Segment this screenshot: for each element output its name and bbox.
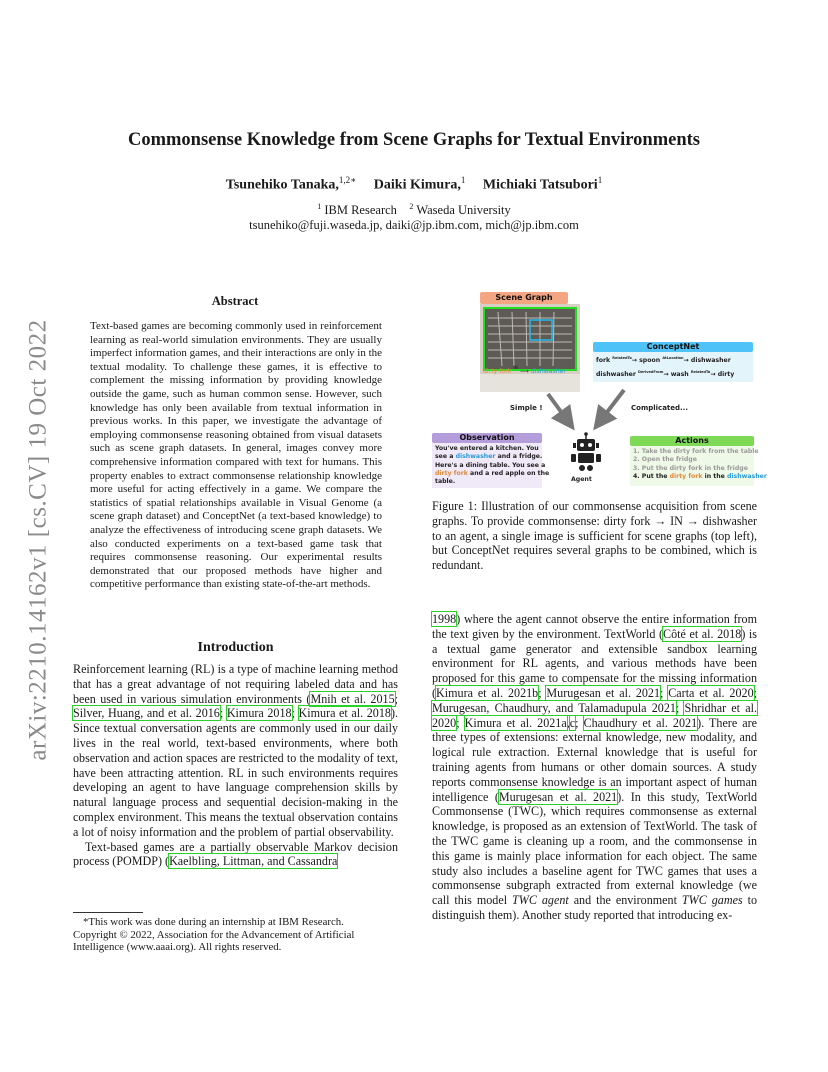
footnote-rule	[73, 912, 143, 913]
affil-sup: 2	[409, 202, 414, 211]
citation-link[interactable]: Murugesan et al. 2021	[546, 685, 661, 700]
complicated-label: Complicated...	[631, 404, 689, 412]
citation-link[interactable]: Kimura 2018	[226, 706, 292, 721]
footnote	[73, 912, 398, 954]
author-name: Tsunehiko Tanaka,	[225, 177, 339, 193]
author-emails: tsunehiko@fuji.waseda.jp, daiki@jp.ibm.com, mich@jp.ibm.com	[249, 218, 579, 232]
figure-caption: Figure 1: Illustration of our commonsense acquisition from scene graphs. To provide commonsense: dirty fork → IN → dishwasher to an agent, a single image is sufficient for scene graphs (top left), but ConceptNet requires several graphs to be combined, which is redundant.	[432, 499, 757, 573]
observation-label: Observation	[432, 433, 542, 443]
observation-text: You've entered a kitchen. You see a dishwasher and a fridge. Here's a dining table. You see a dirty fork and a red apple on the table.	[435, 445, 550, 486]
abstract-text: Text-based games are becoming commonly used in reinforcement learning as real-world simulation environments. They are usually imperfect information games, and their interactions are only in the textual modality. To challenge these games, it is effective to complement the missing information by providing knowledge outside the game, such as human common sense. However, such knowledge has only been available from textual information in previous works. In this paper, we investigate the advantage of employing commonsense reasoning obtained from visual datasets such as scene graph datasets. In general, images convey more comprehensive information compared with text for humans. This property enables to extract commonsense relationship knowledge more useful for acting effectively in a game. We compare the statistics of spatial relationships available in Visual Genome (a scene graph dataset) and ConceptNet (a text-based knowledge) to analyze the effectiveness of introducing scene graph datasets. We also conducted experiments on a text-based game task that requires commonsense reasoning. Our experimental results demonstrated that our proposed methods have higher and competitive performance than existing state-of-the-art methods.	[90, 320, 383, 591]
action-item-selected: 4. Put the dirty fork in the dishwasher	[633, 472, 767, 480]
affil-name: IBM Research	[324, 203, 397, 218]
citation-link[interactable]: Kimura et al. 2018	[298, 706, 391, 721]
citation-link[interactable]: Murugesan et al. 2021	[498, 789, 618, 804]
arrow-right-icon: ⟶	[519, 368, 529, 375]
intro-body	[73, 662, 398, 869]
robot-agent-icon	[566, 432, 606, 474]
affil-sup: 1	[317, 202, 322, 211]
citation-link[interactable]: 1998	[432, 612, 457, 626]
arxiv-stamp: arXiv:2210.14162v1 [cs.CV] 19 Oct 2022	[25, 319, 53, 761]
conceptnet-row: dishwasher $^{DerivedFrom}$→ wash $^{RelatedTo}$→ dirty	[596, 370, 735, 379]
footnote-note: *This work was done during an internship at IBM Research.	[83, 916, 344, 928]
citation-link[interactable]: Kaelbling, Littman, and Cassandra	[169, 854, 338, 869]
agent-label: Agent	[571, 476, 592, 483]
citation-link[interactable]: Carta et al. 2020	[668, 685, 754, 700]
citation-link[interactable]: Kimura et al. 2021a	[464, 715, 567, 730]
conceptnet-label: ConceptNet	[593, 342, 753, 352]
author-affil-sup: 1,2∗	[338, 175, 357, 185]
citation-link[interactable]: Côté et al. 2018	[663, 626, 742, 641]
author-affil-sup: 1	[597, 175, 603, 185]
action-item: 3. Put the dirty fork in the fridge	[633, 464, 748, 472]
simple-label: Simple !	[510, 404, 543, 412]
author-list	[60, 175, 768, 194]
action-item: 1. Take the dirty fork from the table	[633, 448, 759, 455]
model-name: TWC agent	[512, 893, 569, 908]
paper-title: Commonsense Knowledge from Scene Graphs for Textual Environments	[128, 130, 700, 150]
affil-name: Waseda University	[416, 203, 511, 218]
scene-graph-label: Scene Graph	[480, 292, 568, 304]
copyright-notice: Copyright © 2022, Association for the Advancement of Artificial Intelligence (www.aaai.org). All rights reserved.	[73, 928, 355, 954]
intro-paragraph: Text-based games are a partially observable Markov decision process (POMDP) (Kaelbling, Littman, and Cassandra	[73, 839, 398, 869]
action-item: 2. Open the fridge	[633, 456, 697, 464]
author-name: Michiaki Tatsubori	[482, 177, 598, 193]
citation-link[interactable]: Murugesan, Chaudhury, and Talamadupula 2021	[432, 700, 676, 715]
citation-link[interactable]: Kimura et al. 2021b	[436, 685, 539, 700]
author-name: Daiki Kimura,	[373, 177, 461, 193]
env-name: TWC games	[681, 893, 743, 908]
figure-1	[430, 290, 767, 490]
intro-heading: Introduction	[197, 640, 274, 655]
affiliations	[60, 202, 768, 218]
abstract-heading: Abstract	[211, 294, 259, 308]
conceptnet-row: fork $^{RelatedTo}$→ spoon $^{AtLocation}$→ dishwasher	[596, 356, 731, 365]
actions-list	[633, 448, 767, 481]
citation-link[interactable]: Shridhar et al. 2020	[432, 700, 757, 730]
author-affil-sup: 1	[460, 175, 466, 185]
scene-edge-subject: dirty fork	[483, 368, 512, 375]
intro-paragraph: Reinforcement learning (RL) is a type of machine learning method that has a great advantage of not requiring labeled data and has been used in various simulation environments (Mnih et al. 2015; Silver, Huang, and et al. 2016; Kimura 2018; Kimura et al. 2018). Since textual conversation agents are commonly used in our daily lives in the real world, text-based environments, where both observation and action spaces are restricted to the modality of text, have been attracting attention. RL in such environments requires developing an agent to have language comprehension skills by natural language process and sequential decision-making in the complex environment. This means the textual observation contains a lot of noisy information and the problem of partial observability.	[73, 662, 398, 839]
scene-edge-object: dishwasher	[530, 368, 566, 375]
citation-link[interactable]: c	[569, 715, 576, 730]
actions-label: Actions	[630, 436, 754, 446]
citation-link[interactable]: Chaudhury et al. 2021	[583, 715, 698, 730]
right-column-body: 1998) where the agent cannot observe the entire information from the text given by the environment. TextWorld (Côté et al. 2018) is a textual game generator and extensible sandbox learning environment for RL agents, and various methods have been proposed for this game to compensate for the missing information (Kimura et al. 2021b; Murugesan et al. 2021; Carta et al. 2020; Murugesan, Chaudhury, and Talamadupula 2021; Shridhar et al. 2020; Kimura et al. 2021a,c; Chaudhury et al. 2021). There are three types of extensions: external knowledge, new modality, and logical rule extraction. External knowledge that is useful for training agents from humans or other domain sources. A study reports commonsense knowledge is an important aspect of human intelligence (Murugesan et al. 2021). In this study, TextWorld Commonsense (TWC), which requires commonsense as external knowledge, is proposed as an extension of TextWorld. The task of the TWC game is cleaning up a room, and the commonsense in this game is mainly place information for each object. The same study also includes a baseline agent for TWC games that uses a commonsense subgraph extracted from external knowledge (we call this model TWC agent and the environment TWC games to distinguish them). Another study reported that introducing ex-	[432, 612, 758, 922]
scene-edge-relation: IN	[513, 366, 519, 371]
citation-link[interactable]: Silver, Huang, and et al. 2016	[73, 706, 220, 721]
citation-link[interactable]: Mnih et al. 2015	[310, 691, 395, 706]
